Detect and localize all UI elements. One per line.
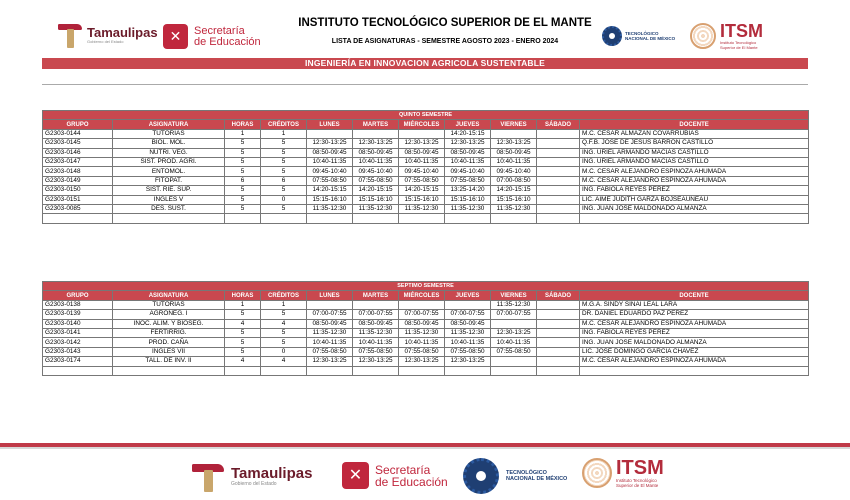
table-cell — [353, 214, 399, 223]
itsm-logo — [690, 22, 763, 50]
table-row — [43, 338, 809, 347]
semester-title: SEPTIMO SEMESTRE — [43, 282, 809, 291]
tamaulipas-name: Tamaulipas — [231, 465, 313, 482]
tnm-gear-icon — [463, 458, 499, 494]
table-cell: 5 — [225, 204, 261, 213]
table-cell — [353, 300, 399, 309]
sep-logo — [163, 24, 261, 49]
table-cell — [491, 129, 537, 138]
table-cell — [225, 214, 261, 223]
table-cell — [537, 186, 580, 195]
table-cell: 15:15-16:10 — [445, 195, 491, 204]
table-cell: G2303-0174 — [43, 357, 113, 366]
table-cell — [537, 214, 580, 223]
table-cell: G2303-0138 — [43, 300, 113, 309]
table-cell: ING. URIEL ARMANDO MACIAS CASTILLO — [580, 157, 809, 166]
column-header: JUEVES — [445, 291, 491, 300]
table-cell: 11:35-12:30 — [307, 204, 353, 213]
table-cell: TUTORIAS — [113, 300, 225, 309]
table-cell: 08:50-09:45 — [445, 148, 491, 157]
table-cell: 09:45-10:40 — [491, 167, 537, 176]
table-cell: 15:15-16:10 — [307, 195, 353, 204]
table-cell: 08:50-09:45 — [491, 148, 537, 157]
table-cell: 11:35-12:30 — [353, 328, 399, 337]
column-header: GRUPO — [43, 291, 113, 300]
table-row — [43, 319, 809, 328]
column-header: CRÉDITOS — [261, 291, 307, 300]
table-cell: G2303-0144 — [43, 129, 113, 138]
table-cell: 12:30-13:25 — [307, 139, 353, 148]
table-cell: M.G.A. SINDY SINAI LEAL LARA — [580, 300, 809, 309]
table-cell: M.C. CESAR ALMAZAN COVARRUBIAS — [580, 129, 809, 138]
table-cell — [307, 129, 353, 138]
table-cell: 5 — [261, 139, 307, 148]
table-cell — [261, 214, 307, 223]
tnm-line2: NACIONAL DE MÉXICO — [506, 476, 568, 482]
table-cell: 5 — [261, 167, 307, 176]
column-header: DOCENTE — [580, 120, 809, 129]
tnm-logo — [602, 26, 675, 46]
column-header: MARTES — [353, 120, 399, 129]
table-cell: 08:50-09:45 — [353, 148, 399, 157]
table-cell: 08:50-09:45 — [399, 319, 445, 328]
table-cell: 12:30-13:25 — [491, 328, 537, 337]
table-cell: 0 — [261, 347, 307, 356]
table-cell — [537, 139, 580, 148]
table-cell: 07:55-08:50 — [307, 176, 353, 185]
table-cell — [399, 214, 445, 223]
tamaulipas-sub: Gobierno del Estado — [231, 481, 277, 487]
table-cell: G2303-0150 — [43, 186, 113, 195]
table-cell: 5 — [225, 328, 261, 337]
table-cell: 15:15-16:10 — [491, 195, 537, 204]
itsm-name: ITSM — [720, 21, 763, 41]
itsm-sub2: Superior de El Mante — [720, 45, 758, 50]
table-cell — [537, 300, 580, 309]
table-cell — [113, 366, 225, 375]
column-header: LUNES — [307, 120, 353, 129]
table-cell: 09:45-10:40 — [445, 167, 491, 176]
table-cell: 10:40-11:35 — [399, 157, 445, 166]
table-cell — [307, 366, 353, 375]
table-cell — [537, 357, 580, 366]
column-header: CRÉDITOS — [261, 120, 307, 129]
table-cell: G2303-0146 — [43, 148, 113, 157]
table-cell — [537, 129, 580, 138]
table-cell: 07:55-08:50 — [399, 347, 445, 356]
table-cell: 14:20-15:15 — [445, 129, 491, 138]
table-cell: 1 — [225, 300, 261, 309]
table-cell: G2303-0085 — [43, 204, 113, 213]
table-cell — [399, 366, 445, 375]
table-cell: 5 — [225, 157, 261, 166]
table-cell: 13:25-14:20 — [445, 186, 491, 195]
table-cell — [445, 214, 491, 223]
itsm-sub1: Instituto Tecnológico — [616, 478, 657, 483]
tamaulipas-mark-icon — [192, 462, 228, 492]
table-cell: G2303-0145 — [43, 139, 113, 148]
table-cell: G2303-0149 — [43, 176, 113, 185]
column-header: VIERNES — [491, 120, 537, 129]
table-cell: FERTIRRIG. — [113, 328, 225, 337]
table-cell: TALL. DE INV. II — [113, 357, 225, 366]
quinto-semestre-table — [42, 110, 809, 224]
table-cell: 11:35-12:30 — [445, 328, 491, 337]
table-cell: 5 — [225, 310, 261, 319]
table-cell: 14:20-15:15 — [307, 186, 353, 195]
table-cell: M.C. CESAR ALEJANDRO ESPINOZA AHUMADA — [580, 176, 809, 185]
table-cell: INGLES V — [113, 195, 225, 204]
table-cell: 4 — [261, 319, 307, 328]
table-cell: 12:30-13:25 — [399, 357, 445, 366]
table-cell: 1 — [225, 129, 261, 138]
column-header: SÁBADO — [537, 120, 580, 129]
table-cell: PROD. CAÑA — [113, 338, 225, 347]
table-cell — [537, 347, 580, 356]
table-row — [43, 148, 809, 157]
table-cell: 07:55-08:50 — [445, 176, 491, 185]
table-cell: 15:15-16:10 — [399, 195, 445, 204]
itsm-sub1: Instituto Tecnológico — [720, 40, 757, 45]
table-cell: 5 — [261, 338, 307, 347]
table-cell: 11:35-12:30 — [353, 204, 399, 213]
column-header: MIÉRCOLES — [399, 291, 445, 300]
table-cell: INGLES VII — [113, 347, 225, 356]
table-cell — [261, 366, 307, 375]
table-cell: ING. FABIOLA REYES PEREZ — [580, 328, 809, 337]
itsm-seal-icon — [690, 23, 716, 49]
table-cell: 11:35-12:30 — [307, 328, 353, 337]
table-cell: SIST. PROD. AGRI. — [113, 157, 225, 166]
table-cell: 09:45-10:40 — [399, 167, 445, 176]
table-cell — [399, 129, 445, 138]
table-cell: 5 — [261, 328, 307, 337]
table-row — [43, 157, 809, 166]
table-cell: 10:40-11:35 — [353, 338, 399, 347]
table-row — [43, 167, 809, 176]
table-cell: 11:35-12:30 — [491, 300, 537, 309]
table-cell: G2303-0148 — [43, 167, 113, 176]
footer-tnm-logo — [463, 458, 567, 494]
tamaulipas-mark-icon — [58, 22, 84, 48]
table-cell: 5 — [225, 186, 261, 195]
table-cell: M.C. CESAR ALEJANDRO ESPINOZA AHUMADA — [580, 357, 809, 366]
table-row-empty — [43, 366, 809, 375]
table-cell: 1 — [261, 300, 307, 309]
tnm-line1: TECNOLÓGICO — [506, 470, 547, 476]
table-cell: 4 — [261, 357, 307, 366]
table-cell: 5 — [225, 167, 261, 176]
table-row — [43, 186, 809, 195]
table-cell: G2303-0143 — [43, 347, 113, 356]
column-header: DOCENTE — [580, 291, 809, 300]
table-cell: 5 — [261, 157, 307, 166]
table-cell — [537, 328, 580, 337]
table-cell — [537, 148, 580, 157]
table-cell: 5 — [261, 148, 307, 157]
table-cell: 10:40-11:35 — [399, 338, 445, 347]
table-cell: 07:55-08:50 — [399, 176, 445, 185]
table-cell: 10:40-11:35 — [491, 157, 537, 166]
table-cell: 07:00-08:50 — [491, 176, 537, 185]
table-cell: INOC. ALIM. Y BIOSEG. — [113, 319, 225, 328]
table-cell: LIC. JOSE DOMINGO GARCIA CHAVEZ — [580, 347, 809, 356]
table-cell: 07:00-07:55 — [307, 310, 353, 319]
table-cell — [399, 300, 445, 309]
itsm-name: ITSM — [616, 457, 664, 479]
table-cell: 11:35-12:30 — [399, 204, 445, 213]
table-cell: FITOPAT. — [113, 176, 225, 185]
table-cell — [43, 214, 113, 223]
table-cell: 12:30-13:25 — [491, 139, 537, 148]
tamaulipas-name: Tamaulipas — [87, 25, 158, 40]
table-cell: DR. DANIEL EDUARDO PAZ PEREZ — [580, 310, 809, 319]
sep-line1: Secretaría — [194, 24, 245, 37]
table-cell — [353, 366, 399, 375]
table-cell: Q.F.B. JOSE DE JESUS BARRON CASTILLO — [580, 139, 809, 148]
sep-emblem-icon: ✕ — [163, 24, 188, 49]
table-cell — [307, 214, 353, 223]
column-header: GRUPO — [43, 120, 113, 129]
column-header: MIÉRCOLES — [399, 120, 445, 129]
table-cell — [580, 214, 809, 223]
table-cell: 4 — [225, 357, 261, 366]
footer-band-gray — [0, 447, 850, 449]
table-cell: 14:20-15:15 — [491, 186, 537, 195]
table-cell — [491, 214, 537, 223]
table-cell: 07:55-08:50 — [353, 347, 399, 356]
table-cell: 10:40-11:35 — [445, 157, 491, 166]
column-header: VIERNES — [491, 291, 537, 300]
table-row — [43, 310, 809, 319]
table-cell: 10:40-11:35 — [491, 338, 537, 347]
table-cell: 09:45-10:40 — [307, 167, 353, 176]
table-cell: 10:40-11:35 — [307, 338, 353, 347]
table-cell: 08:50-09:45 — [307, 148, 353, 157]
sep-line2: de Educación — [375, 474, 448, 489]
table-cell — [537, 167, 580, 176]
table-cell: G2303-0140 — [43, 319, 113, 328]
table-cell: 12:30-13:25 — [445, 139, 491, 148]
table-cell: G2303-0151 — [43, 195, 113, 204]
table-cell: 14:20-15:15 — [353, 186, 399, 195]
table-cell: SIST. RIE. SUP. — [113, 186, 225, 195]
institution-title: INSTITUTO TECNOLÓGICO SUPERIOR DE EL MANTE — [298, 17, 592, 29]
table-cell: 5 — [261, 204, 307, 213]
table-cell: M.C. CESAR ALEJANDRO ESPINOZA AHUMADA — [580, 319, 809, 328]
table-cell: 09:45-10:40 — [353, 167, 399, 176]
career-banner: INGENIERÍA EN INNOVACION AGRICOLA SUSTENTABLE — [42, 58, 808, 69]
table-row — [43, 357, 809, 366]
table-cell: 5 — [261, 310, 307, 319]
column-header: LUNES — [307, 291, 353, 300]
table-cell: BIOL. MOL. — [113, 139, 225, 148]
itsm-seal-icon — [582, 458, 612, 488]
table-cell — [225, 366, 261, 375]
table-cell: 12:30-13:25 — [353, 139, 399, 148]
table-cell: LIC. AIME JUDITH GARZA BOJSEAUNEAU — [580, 195, 809, 204]
table-cell: G2303-0142 — [43, 338, 113, 347]
footer-tamaulipas-logo — [192, 462, 312, 492]
table-cell: 0 — [261, 195, 307, 204]
table-cell — [307, 300, 353, 309]
tnm-gear-icon — [602, 26, 622, 46]
table-cell: ING. JUAN JOSE MALDONADO ALMANZA — [580, 338, 809, 347]
table-cell: 07:55-08:50 — [445, 347, 491, 356]
table-row — [43, 347, 809, 356]
table-cell: G2303-0147 — [43, 157, 113, 166]
table-cell: 07:00-07:55 — [445, 310, 491, 319]
table-cell — [537, 366, 580, 375]
page-header — [0, 0, 850, 58]
table-row — [43, 328, 809, 337]
sep-line2: de Educación — [194, 35, 261, 48]
table-cell: NUTRI. VEG. — [113, 148, 225, 157]
table-cell: 14:20-15:15 — [399, 186, 445, 195]
table-row — [43, 129, 809, 138]
table-row — [43, 139, 809, 148]
table-cell — [537, 319, 580, 328]
table-cell: ING. FABIOLA REYES PEREZ — [580, 186, 809, 195]
table-cell — [491, 319, 537, 328]
list-title: LISTA DE ASIGNATURAS - SEMESTRE AGOSTO 2023 - ENERO 2024 — [331, 38, 559, 45]
table-cell — [537, 338, 580, 347]
column-header: HORAS — [225, 120, 261, 129]
table-cell: 08:50-09:45 — [399, 148, 445, 157]
table-cell: 5 — [225, 195, 261, 204]
sep-line1: Secretaría — [375, 462, 431, 477]
table-cell: 5 — [225, 139, 261, 148]
table-cell — [113, 214, 225, 223]
table-cell — [537, 195, 580, 204]
table-cell: 10:40-11:35 — [353, 157, 399, 166]
column-header: ASIGNATURA — [113, 120, 225, 129]
table-cell — [43, 366, 113, 375]
table-cell — [491, 366, 537, 375]
table-cell: 10:40-11:35 — [307, 157, 353, 166]
column-header: MARTES — [353, 291, 399, 300]
table-cell: 08:50-09:45 — [445, 319, 491, 328]
table-cell: TUTORIAS — [113, 129, 225, 138]
table-cell: 11:35-12:30 — [399, 328, 445, 337]
column-header: HORAS — [225, 291, 261, 300]
table-cell: ING. URIEL ARMANDO MACIAS CASTILLO — [580, 148, 809, 157]
table-cell — [537, 176, 580, 185]
column-header: ASIGNATURA — [113, 291, 225, 300]
table-cell: ING. JUAN JOSE MALDONADO ALMANZA — [580, 204, 809, 213]
table-cell: 12:30-13:25 — [445, 357, 491, 366]
table-cell: 10:40-11:35 — [445, 338, 491, 347]
table-row — [43, 204, 809, 213]
table-cell: 6 — [261, 176, 307, 185]
tnm-line2: NACIONAL DE MÉXICO — [625, 36, 676, 41]
table-row — [43, 300, 809, 309]
table-cell: 1 — [261, 129, 307, 138]
title-block — [280, 16, 610, 45]
table-cell: AGRONEG. I — [113, 310, 225, 319]
table-row — [43, 176, 809, 185]
semester-title: QUINTO SEMESTRE — [43, 111, 809, 120]
table-cell: 07:00-07:55 — [399, 310, 445, 319]
table-cell: 07:00-07:55 — [491, 310, 537, 319]
table-cell — [445, 366, 491, 375]
table-cell: 5 — [225, 148, 261, 157]
table-cell: 6 — [225, 176, 261, 185]
table-cell: 5 — [225, 347, 261, 356]
table-cell — [537, 310, 580, 319]
table-row-empty — [43, 214, 809, 223]
table-cell: 15:15-16:10 — [353, 195, 399, 204]
table-cell: 5 — [225, 338, 261, 347]
divider — [42, 84, 808, 85]
table-cell: DES. SUST. — [113, 204, 225, 213]
table-cell — [580, 366, 809, 375]
table-cell: 07:55-08:50 — [307, 347, 353, 356]
table-cell — [537, 204, 580, 213]
septimo-semestre-table — [42, 281, 809, 376]
table-cell: 08:50-09:45 — [307, 319, 353, 328]
itsm-sub2: Superior de El Mante — [616, 483, 659, 488]
tamaulipas-logo — [58, 22, 158, 48]
tnm-line1: TECNOLÓGICO — [625, 31, 659, 36]
table-cell — [537, 157, 580, 166]
sep-emblem-icon: ✕ — [342, 462, 369, 489]
table-row — [43, 195, 809, 204]
table-cell: 07:00-07:55 — [353, 310, 399, 319]
table-cell — [353, 129, 399, 138]
table-cell: 4 — [225, 319, 261, 328]
table-cell: 11:35-12:30 — [445, 204, 491, 213]
table-cell: M.C. CESAR ALEJANDRO ESPINOZA AHUMADA — [580, 167, 809, 176]
footer-itsm-logo — [582, 458, 664, 488]
table-cell: ENTOMOL. — [113, 167, 225, 176]
table-cell: 07:55-08:50 — [491, 347, 537, 356]
table-cell: 07:55-08:50 — [353, 176, 399, 185]
table-cell: G2303-0139 — [43, 310, 113, 319]
table-cell — [491, 357, 537, 366]
footer-sep-logo — [342, 462, 448, 489]
table-cell: 12:30-13:25 — [307, 357, 353, 366]
table-cell: 08:50-09:45 — [353, 319, 399, 328]
column-header: JUEVES — [445, 120, 491, 129]
column-header: SÁBADO — [537, 291, 580, 300]
table-cell: 11:35-12:30 — [491, 204, 537, 213]
table-cell: 5 — [261, 186, 307, 195]
table-cell: 12:30-13:25 — [399, 139, 445, 148]
table-cell: 12:30-13:25 — [353, 357, 399, 366]
tamaulipas-sub: Gobierno del Estado — [87, 39, 124, 44]
table-cell — [445, 300, 491, 309]
table-cell: G2303-0141 — [43, 328, 113, 337]
